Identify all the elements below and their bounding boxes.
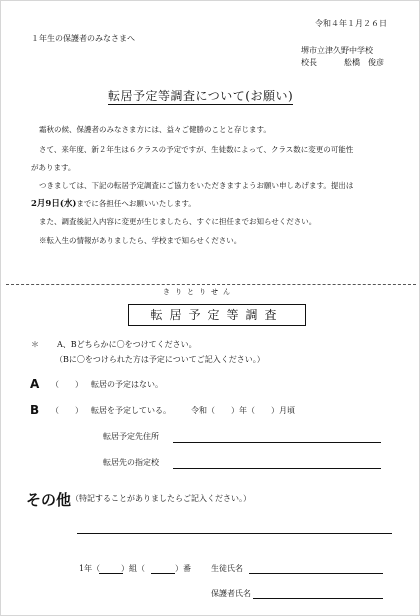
designated-school-field[interactable] [173, 468, 381, 469]
option-a-letter: A [30, 377, 40, 391]
paragraph-greeting: 霜秋の候、保護者のみなさま方には、益々ご健勝のことと存じます。 [39, 125, 271, 134]
paragraph-request-1: つきましては、下記の転居予定調査にご協力をいただきますようお願い申しあげます。提出は [39, 181, 354, 190]
class-field[interactable] [99, 573, 123, 574]
instruction-star: ＊ [31, 340, 39, 349]
option-a-text: 転居の予定はない。 [91, 380, 163, 389]
option-b-letter: B [30, 403, 40, 417]
move-date-field[interactable]: 令和（ ）年（ ）月頃 [191, 406, 295, 415]
paragraph-class-change-2: があります。 [31, 163, 76, 172]
cut-label-wrap [159, 279, 239, 298]
cut-label: きりとりせん [159, 288, 239, 296]
guardian-name-field[interactable] [253, 598, 383, 599]
option-a-choice[interactable]: （ ） [51, 380, 83, 389]
class-label: ）組（ [121, 564, 145, 573]
grade-label: 1年（ [79, 564, 101, 573]
option-b-text: 転居を予定している。 [91, 406, 171, 415]
other-note: （特記することがありましたらご記入ください。） [71, 494, 251, 503]
student-name-label: 生徒氏名 [211, 564, 243, 573]
paragraph-class-change-1: さて、来年度、新２年生は６クラスの予定ですが、生徒数によって、クラス数に変更の可能性 [39, 145, 354, 154]
instruction-line-2: （Bに〇をつけられた方は予定についてご記入ください。） [55, 355, 265, 364]
destination-address-field[interactable] [173, 442, 381, 443]
number-label: ）番 [175, 564, 191, 573]
other-heading: その他 [26, 491, 72, 509]
school-name: 堺市立津久野中学校 [301, 46, 373, 55]
addressee: １年生の保護者のみなさまへ [31, 34, 135, 43]
other-notes-field[interactable] [77, 533, 392, 534]
guardian-name-label: 保護者氏名 [211, 589, 251, 598]
principal-name: 舩橋 俊彦 [344, 58, 384, 67]
survey-title-box: 転居予定等調査 [128, 304, 306, 326]
destination-address-label: 転居予定先住所 [103, 432, 159, 441]
designated-school-label: 転居先の指定校 [103, 458, 159, 467]
option-b-choice[interactable]: （ ） [51, 406, 83, 415]
deadline-rest: までに各担任へお願いいたします。 [76, 199, 196, 208]
student-name-field[interactable] [249, 573, 383, 574]
principal-title: 校長 [301, 58, 317, 67]
paragraph-changes: また、調査後記入内容に変更が生じましたら、すぐに担任までお知らせください。 [39, 217, 317, 226]
paragraph-request-2 [31, 199, 196, 209]
deadline-date: 2月9日(水) [31, 199, 77, 209]
document-title: 転居予定等調査について(お願い) [108, 89, 294, 103]
letter-date: 令和４年１月２６日 [315, 19, 387, 28]
number-field[interactable] [151, 573, 175, 574]
instruction-line-1: A、Bどちらかに〇をつけてください。 [57, 340, 197, 349]
paragraph-transfer-note: ※転入生の情報がありましたら、学校まで知らせください。 [39, 236, 242, 245]
